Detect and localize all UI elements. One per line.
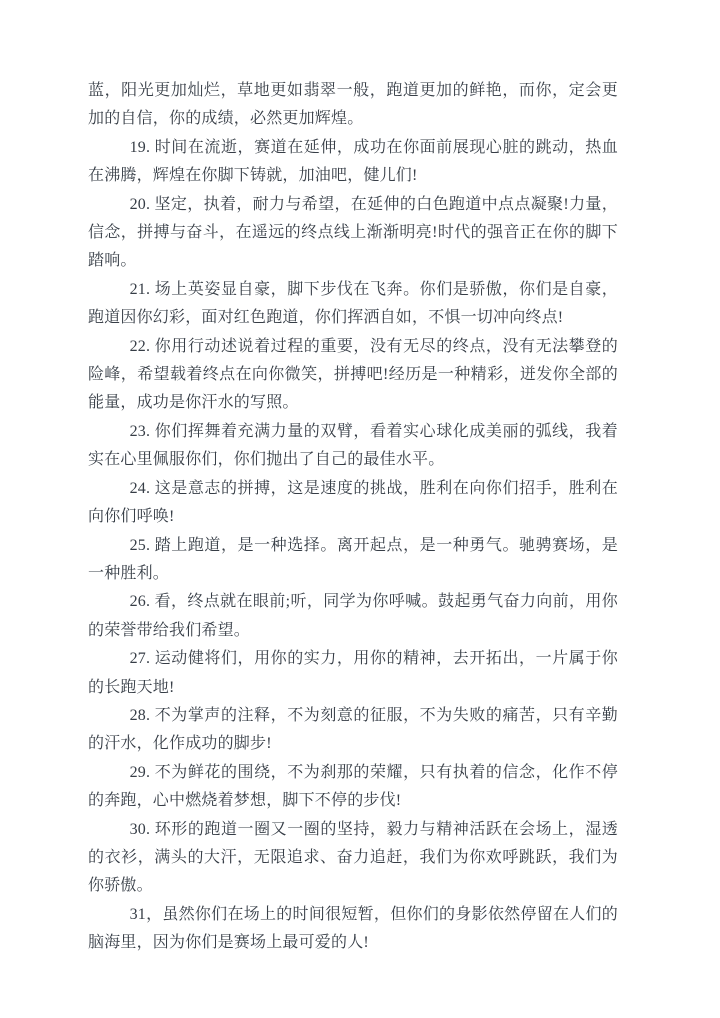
numbered-paragraph-27: 27. 运动健将们，用你的实力，用你的精神，去开拓出，一片属于你的长跑天地!	[88, 650, 618, 696]
continuation-paragraph: 蓝，阳光更加灿烂，草地更如翡翠一般，跑道更加的鲜艳，而你，定会更加的自信，你的成绩，必然更加辉煌。	[88, 82, 618, 128]
numbered-paragraph-30: 30. 环形的跑道一圈又一圈的坚持，毅力与精神活跃在会场上，湿透的衣衫，满头的大汗，无限追求、奋力追赶，我们为你欢呼跳跃，我们为你骄傲。	[88, 820, 618, 895]
numbered-paragraph-21: 21. 场上英姿显自豪，脚下步伐在飞奔。你们是骄傲，你们是自豪，跑道因你幻彩，面对红色跑道，你们挥洒自如，不惧一切冲向终点!	[88, 280, 618, 327]
numbered-paragraph-28: 28. 不为掌声的注释，不为刻意的征服，不为失败的痛苦，只有辛勤的汗水，化作成功的脚步!	[88, 706, 618, 753]
numbered-paragraph-22: 22. 你用行动述说着过程的重要，没有无尽的终点，没有无法攀登的险峰，希望载着终点在向你微笑，拼搏吧!经历是一种精彩，迸发你全部的能量，成功是你汗水的写照。	[88, 337, 618, 412]
numbered-paragraph-29: 29. 不为鲜花的围绕，不为刹那的荣耀，只有执着的信念，化作不停的奔跑，心中燃烧着梦想，脚下不停的步伐!	[88, 763, 618, 810]
document-text-block	[88, 77, 618, 958]
numbered-paragraph-23: 23. 你们挥舞着充满力量的双臂，看着实心球化成美丽的弧线，我着实在心里佩服你们，你们抛出了自己的最佳水平。	[88, 422, 618, 469]
numbered-paragraph-31: 31，虽然你们在场上的时间很短暂，但你们的身影依然停留在人们的脑海里，因为你们是赛场上最可爱的人!	[88, 905, 618, 952]
numbered-paragraph-24: 24. 这是意志的拼搏，这是速度的挑战，胜利在向你们招手，胜利在向你们呼唤!	[88, 479, 618, 526]
numbered-paragraph-19: 19. 时间在流逝，赛道在延伸，成功在你面前展现心脏的跳动，热血在沸腾，辉煌在你脚下铸就，加油吧，健儿们!	[88, 138, 618, 185]
numbered-paragraph-25: 25. 踏上跑道，是一种选择。离开起点，是一种勇气。驰骋赛场，是一种胜利。	[88, 536, 618, 582]
numbered-paragraph-20: 20. 坚定，执着，耐力与希望，在延伸的白色跑道中点点凝聚!力量，信念，拼搏与奋斗，在遥远的终点线上渐渐明亮!时代的强音正在你的脚下踏响。	[88, 195, 618, 270]
numbered-paragraph-26: 26. 看，终点就在眼前;听，同学为你呼喊。鼓起勇气奋力向前，用你的荣誉带给我们希望。	[88, 593, 618, 639]
